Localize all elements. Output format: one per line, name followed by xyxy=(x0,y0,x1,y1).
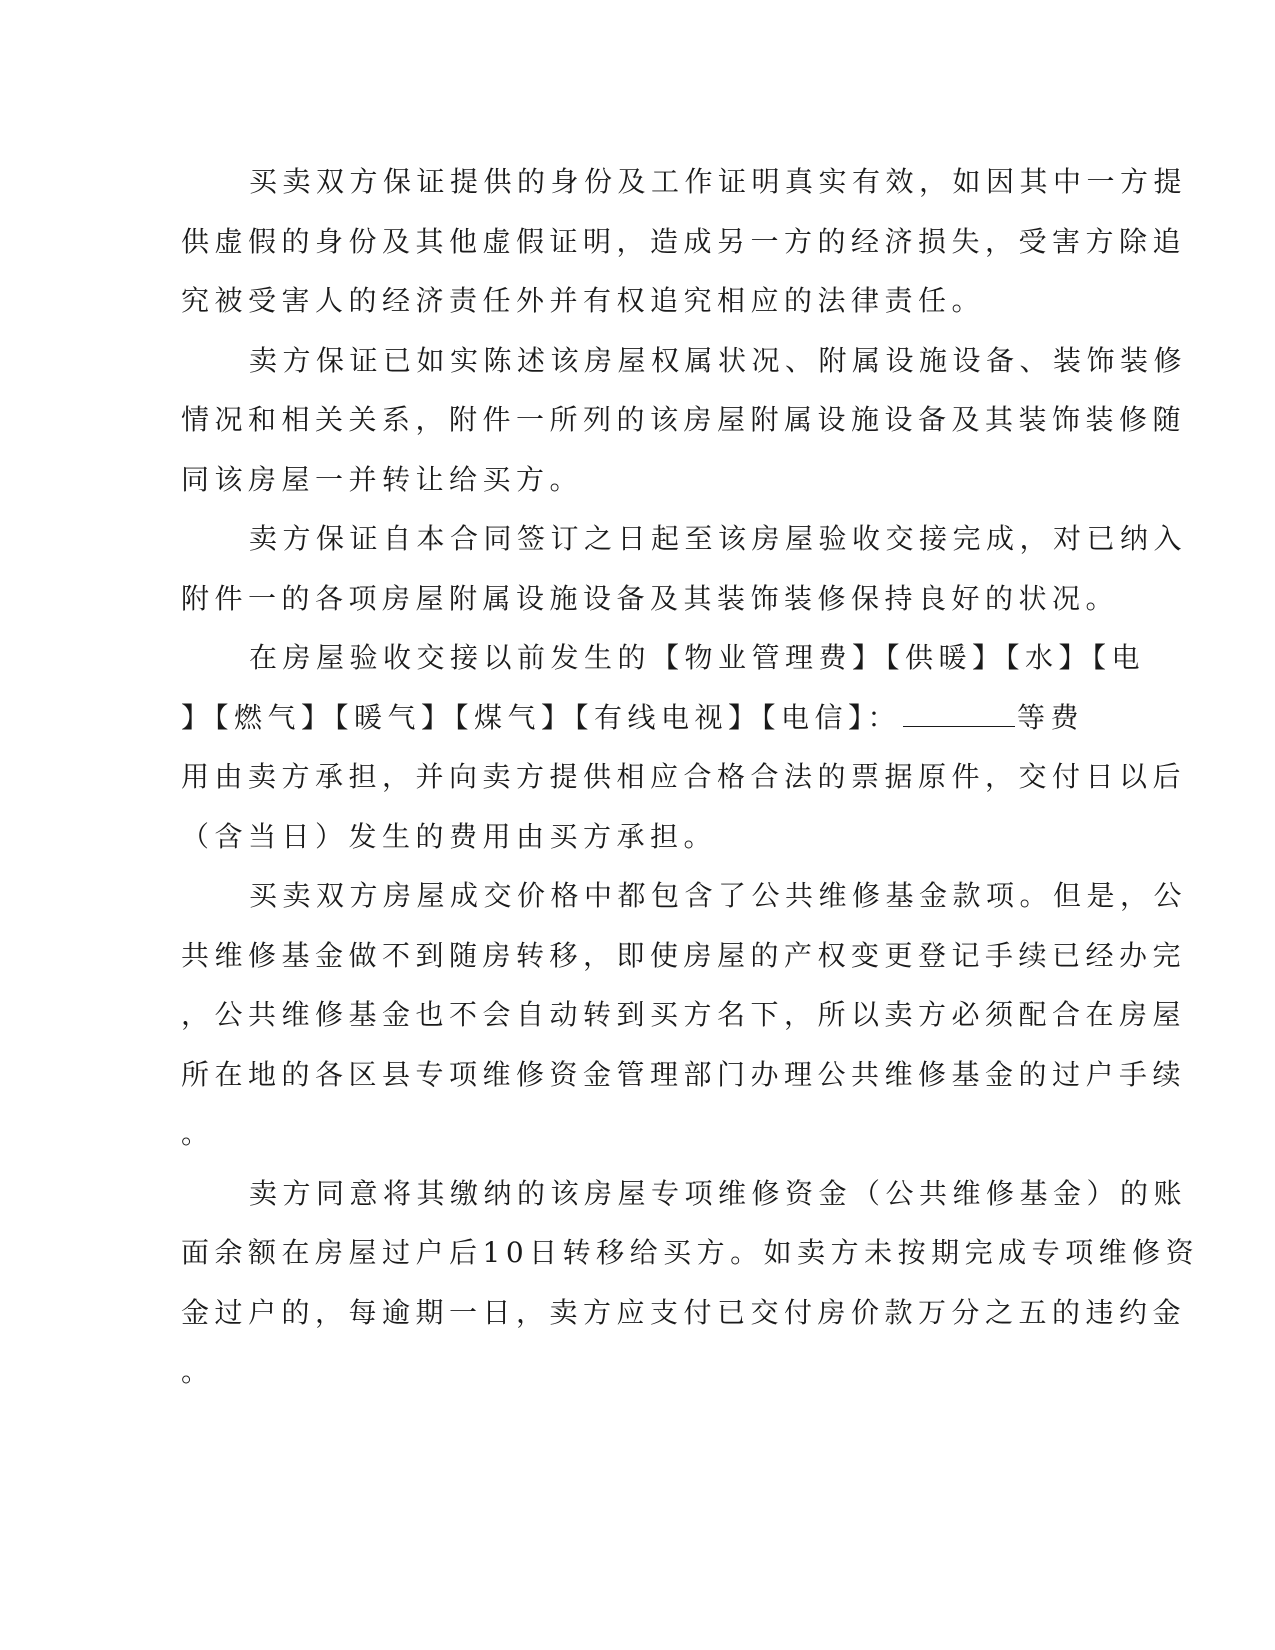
paragraph-line: 。 xyxy=(181,1355,215,1388)
paragraph-line: 同该房屋一并转让给买方。 xyxy=(181,462,584,496)
fill-in-blank xyxy=(903,702,1015,727)
paragraph-line: 买卖双方房屋成交价格中都包含了公共维修基金款项。但是，公 xyxy=(249,879,1188,912)
paragraph-seller-maintenance xyxy=(181,509,1188,628)
paragraph-line: 买卖双方保证提供的身份及工作证明真实有效，如因其中一方提 xyxy=(249,165,1188,198)
paragraph-line-text: 】【燃气】【暖气】【煤气】【有线电视】【电信】： xyxy=(181,700,902,734)
document-body xyxy=(181,152,1200,1402)
paragraph-seller-disclosure xyxy=(181,331,1188,510)
paragraph-line: 所在地的各区县专项维修资金管理部门办理公共维修基金的过户手续 xyxy=(181,1057,1187,1091)
paragraph-fees-before-handover xyxy=(181,628,1187,866)
paragraph-line: （含当日）发生的费用由买方承担。 xyxy=(181,819,718,853)
paragraph-fund-transfer xyxy=(181,1164,1200,1402)
paragraph-line: 用由卖方承担，并向卖方提供相应合格合法的票据原件，交付日以后 xyxy=(181,760,1187,793)
paragraph-line: 。 xyxy=(181,1117,215,1150)
paragraph-line: 卖方同意将其缴纳的该房屋专项维修资金（公共维修基金）的账 xyxy=(249,1176,1188,1210)
paragraph-line: 卖方保证自本合同签订之日起至该房屋验收交接完成，对已纳入 xyxy=(249,522,1188,555)
paragraph-line: 面余额在房屋过户后10日转移给买方。如卖方未按期完成专项维修资 xyxy=(181,1236,1200,1269)
paragraph-line: 在房屋验收交接以前发生的【物业管理费】【供暖】【水】【电 xyxy=(249,641,1146,674)
paragraph-line: ，公共维修基金也不会自动转到买方名下，所以卖方必须配合在房屋 xyxy=(181,998,1187,1031)
paragraph-identity-guarantee xyxy=(181,152,1188,331)
paragraph-line: 供虚假的身份及其他虚假证明，造成另一方的经济损失，受害方除追 xyxy=(181,224,1187,258)
paragraph-line: 究被受害人的经济责任外并有权追究相应的法律责任。 xyxy=(181,284,986,317)
paragraph-line: 情况和相关关系，附件一所列的该房屋附属设施设备及其装饰装修随 xyxy=(181,403,1187,436)
paragraph-line: 附件一的各项房屋附属设施设备及其装饰装修保持良好的状况。 xyxy=(181,581,1120,615)
paragraph-line: 共维修基金做不到随房转移，即使房屋的产权变更登记手续已经办完 xyxy=(181,938,1187,972)
paragraph-line: 卖方保证已如实陈述该房屋权属状况、附属设施设备、装饰装修 xyxy=(249,343,1188,377)
paragraph-line-with-blank xyxy=(181,688,1085,748)
paragraph-line: 金过户的，每逾期一日，卖方应支付已交付房价款万分之五的违约金 xyxy=(181,1295,1187,1329)
blank-suffix-text: 等费 xyxy=(1017,700,1085,734)
paragraph-maintenance-fund xyxy=(181,866,1188,1164)
